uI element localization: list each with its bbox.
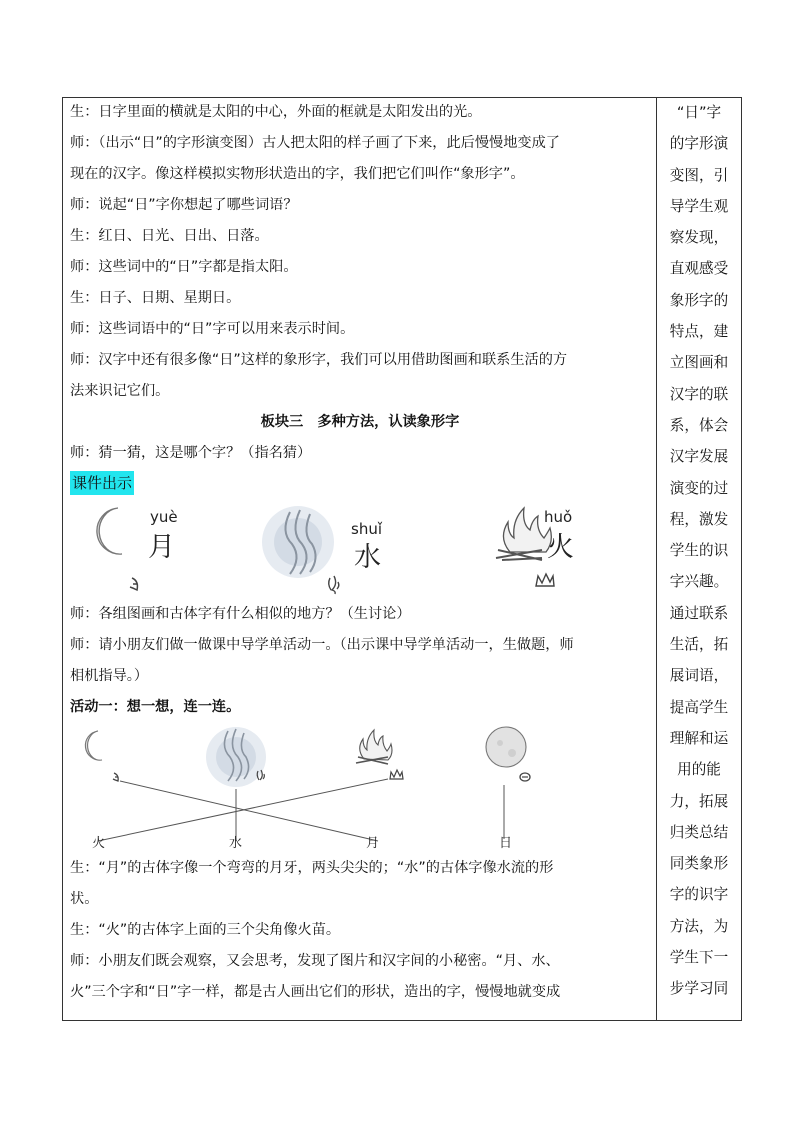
design-notes-column <box>662 97 736 1005</box>
note-line: 象形字的 <box>669 291 729 309</box>
lesson-line: 相机指导。） <box>70 668 149 684</box>
note-line: 用的能 <box>677 761 721 779</box>
matching-activity-figure[interactable] <box>70 723 650 849</box>
ancient-huo-glyph <box>390 770 403 779</box>
note-line: 导学生观 <box>669 197 729 215</box>
note-line: 生活，拓 <box>669 636 729 654</box>
label-ri: 日 <box>499 836 513 849</box>
pinyin-huo: huǒ <box>544 508 573 526</box>
lesson-line: 师：猜一猜，这是哪个字？（指名猜） <box>70 445 312 461</box>
lesson-line: 现在的汉字。像这样模拟实物形状造出的字，我们把它们叫作“象形字”。 <box>70 166 525 182</box>
note-line: 同类象形 <box>669 855 729 873</box>
pinyin-yue: yuè <box>150 508 178 526</box>
note-line: 汉字的联 <box>669 385 729 403</box>
note-line: 演变的过 <box>669 479 729 497</box>
note-line: 察发现， <box>669 229 729 247</box>
pictograph-figure <box>70 500 650 595</box>
note-line: 变图，引 <box>669 166 729 184</box>
note-line: “日”字 <box>676 104 722 121</box>
match-line <box>120 781 378 841</box>
note-line: 展词语， <box>669 667 729 685</box>
label-shui: 水 <box>229 836 243 849</box>
lesson-line: 生：日字里面的横就是太阳的中心，外面的框就是太阳发出的光。 <box>70 104 482 120</box>
lesson-line: 师：（出示“日”的字形演变图）古人把太阳的样子画了下来，此后慢慢地变成了 <box>70 135 560 151</box>
note-line: 汉字发展 <box>669 448 729 466</box>
activity-title: 活动一：想一想，连一连。 <box>70 699 241 715</box>
lesson-line: 师：说起“日”字你想起了哪些词语？ <box>70 197 298 213</box>
note-line: 系，体会 <box>669 416 729 434</box>
char-shui: 水 <box>354 542 381 573</box>
sun-picture <box>486 727 526 767</box>
note-line: 学生下一 <box>669 949 729 967</box>
note-line: 字的识字 <box>669 886 729 904</box>
note-line: 程，激发 <box>669 510 729 528</box>
note-line: 通过联系 <box>669 604 729 622</box>
lesson-line: 生：日子、日期、星期日。 <box>70 290 241 306</box>
lesson-line: 生：红日、日光、日出、日落。 <box>70 228 269 244</box>
note-line: 力，拓展 <box>669 792 729 810</box>
column-divider <box>656 97 657 1021</box>
ancient-yue-glyph <box>130 578 137 590</box>
ancient-yue-glyph <box>113 773 118 781</box>
lesson-line: 师：这些词中的“日”字都是指太阳。 <box>70 259 298 275</box>
lesson-content <box>70 97 650 1008</box>
note-line: 字兴趣。 <box>669 573 729 591</box>
note-line: 的字形演 <box>669 135 729 153</box>
note-line: 学生的识 <box>669 542 729 560</box>
pinyin-shui: shuǐ <box>351 520 382 538</box>
note-line: 特点，建 <box>669 323 729 341</box>
moon-picture <box>97 508 122 554</box>
label-yue: 月 <box>366 836 380 849</box>
note-line: 立图画和 <box>669 354 729 372</box>
note-line: 提高学生 <box>669 698 729 716</box>
lesson-line: 火”三个字和“日”字一样，都是古人画出它们的形状，造出的字，慢慢地就变成 <box>70 984 561 1000</box>
moon-picture <box>85 731 102 760</box>
section-heading: 板块三 多种方法，认读象形字 <box>260 414 460 430</box>
fire-picture <box>360 730 392 760</box>
lesson-line: 师：小朋友们既会观察，又会思考，发现了图片和汉字间的小秘密。“月、水、 <box>70 953 560 969</box>
label-huo: 火 <box>92 836 106 849</box>
lesson-line: 师：各组图画和古体字有什么相似的地方？（生讨论） <box>70 606 411 622</box>
lesson-line: 师：汉字中还有很多像“日”这样的象形字，我们可以用借助图画和联系生活的方 <box>70 352 568 368</box>
char-huo: 火 <box>547 532 574 563</box>
courseware-tag: 课件出示 <box>70 471 134 495</box>
char-yue: 月 <box>148 532 175 563</box>
lesson-line: 师：这些词语中的“日”字可以用来表示时间。 <box>70 321 355 337</box>
note-line: 归类总结 <box>669 823 729 841</box>
note-line: 直观感受 <box>669 260 729 278</box>
note-line: 方法，为 <box>669 917 729 935</box>
ancient-shui-glyph <box>329 576 339 594</box>
note-line: 理解和运 <box>669 729 729 747</box>
lesson-line: 生：“月”的古体字像一个弯弯的月牙，两头尖尖的；“水”的古体字像水流的形 <box>70 860 554 876</box>
lesson-line: 法来识记它们。 <box>70 383 170 399</box>
note-line: 步学习同 <box>669 980 729 998</box>
lesson-line: 师：请小朋友们做一做课中导学单活动一。（出示课中导学单活动一，生做题，师 <box>70 637 574 653</box>
lesson-line: 状。 <box>70 891 99 907</box>
lesson-line: 生：“火”的古体字上面的三个尖角像火苗。 <box>70 922 341 938</box>
match-line <box>98 779 388 841</box>
ancient-huo-glyph <box>536 574 554 586</box>
